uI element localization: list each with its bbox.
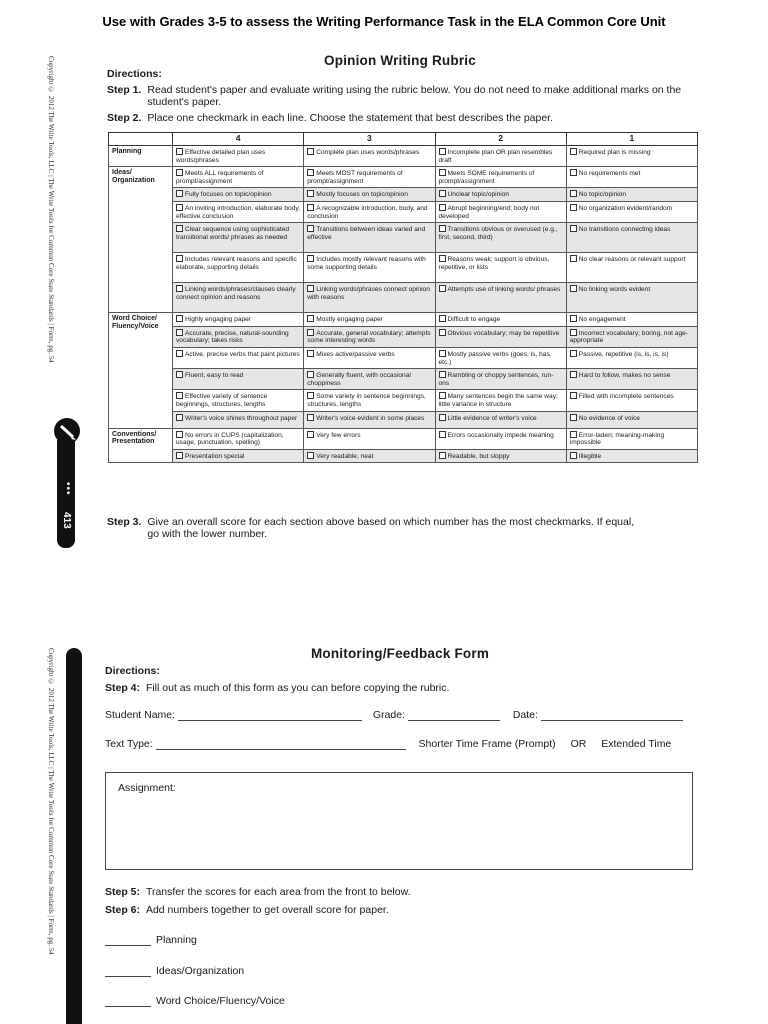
rubric-cell-text: A recognizable introduction, body, and conclusion (307, 204, 428, 220)
checkbox-icon[interactable] (307, 392, 314, 399)
checkbox-icon[interactable] (307, 255, 314, 262)
rubric-cell[interactable] (173, 428, 304, 449)
rubric-cell-text: Effective detailed plan uses words/phrases (176, 149, 266, 164)
grade-label: Grade: (372, 709, 405, 721)
rubric-cell-text: Transitions between ideas varied and effective (307, 226, 426, 241)
checkbox-icon[interactable] (176, 285, 183, 292)
rubric-cell[interactable] (304, 223, 435, 253)
option-shorter-time[interactable]: Shorter Time Frame (Prompt) (418, 738, 556, 750)
rubric-cell[interactable] (173, 253, 304, 283)
rubric-cell[interactable] (304, 390, 435, 411)
rubric-cell[interactable] (173, 283, 304, 313)
rubric-cell[interactable] (304, 347, 435, 368)
step3-text: Give an overall score for each section above based on which number has the most checkmarks. If equal, go with the lower number. (147, 516, 635, 540)
score-field-ideas[interactable] (105, 967, 151, 977)
rubric-cell-text: Some variety in sentence beginnings, structures, lengths (307, 393, 426, 408)
rubric-cell[interactable] (173, 167, 304, 188)
rubric-row (109, 411, 698, 428)
grade-field[interactable] (408, 710, 500, 721)
date-field[interactable] (541, 710, 683, 721)
rubric-cell[interactable] (173, 449, 304, 463)
form-directions-label: Directions: (105, 665, 160, 677)
rubric-cell[interactable] (566, 253, 697, 283)
score-label-word-choice: Word Choice/Fluency/Voice (156, 995, 285, 1007)
score-field-planning[interactable] (105, 936, 151, 946)
text-type-field[interactable] (156, 739, 406, 750)
rubric-cell-text: Clear sequence using sophisticated transitional words/ phrases as needed (176, 226, 290, 241)
rubric-cell[interactable] (304, 326, 435, 347)
checkbox-icon[interactable] (570, 414, 577, 421)
rubric-cell-text: Presentation special (185, 452, 245, 460)
rubric-cell[interactable] (435, 313, 566, 327)
page-number: 413 (61, 512, 72, 529)
checkbox-icon[interactable] (439, 414, 446, 421)
rubric-cell-text: Errors occasionally impede meaning (447, 431, 554, 439)
rubric-step1 (107, 84, 697, 108)
rubric-cell[interactable] (173, 369, 304, 390)
checkbox-icon[interactable] (570, 350, 577, 357)
rubric-cell-text: Includes mostly relevant reasons with some supporting details (307, 256, 426, 271)
rubric-cell-text: Difficult to engage (447, 316, 501, 324)
rubric-cell[interactable] (304, 449, 435, 463)
page-tab-2 (66, 648, 82, 1024)
checkbox-icon[interactable] (439, 431, 446, 438)
rubric-cell[interactable] (435, 390, 566, 411)
rubric-cell-text: Very few errors (316, 431, 361, 439)
rubric-cell-text: Linking words/phrases/clauses clearly connect opinion and reasons (176, 286, 296, 301)
score-label-planning: Planning (156, 934, 197, 946)
date-label: Date: (512, 709, 538, 721)
checkbox-icon[interactable] (176, 315, 183, 322)
rubric-cell[interactable] (566, 223, 697, 253)
rubric-cell-text: Fully focuses on topic/opinion (185, 191, 272, 199)
rubric-cell[interactable] (173, 146, 304, 167)
rubric-row (109, 369, 698, 390)
text-type-row (105, 738, 705, 750)
rubric-cell[interactable] (173, 201, 304, 222)
rubric-cell[interactable] (435, 347, 566, 368)
rubric-cell[interactable] (566, 347, 697, 368)
checkbox-icon[interactable] (307, 285, 314, 292)
step3-label: Step 3. (107, 516, 142, 528)
rubric-cell-text: Fluent, easy to read (185, 372, 244, 380)
checkbox-icon[interactable] (176, 225, 183, 232)
checkbox-icon[interactable] (176, 392, 183, 399)
checkbox-icon[interactable] (439, 190, 446, 197)
rubric-cell[interactable] (173, 390, 304, 411)
checkbox-icon[interactable] (570, 371, 577, 378)
rubric-row (109, 167, 698, 188)
rubric-cell[interactable] (566, 188, 697, 202)
pencil-icon (54, 418, 80, 444)
step6-label: Step 6: (105, 904, 141, 916)
rubric-cell-text: Very readable, neat (316, 452, 374, 460)
rubric-cell-text: No topic/opinion (578, 191, 627, 199)
checkbox-icon[interactable] (439, 204, 446, 211)
rubric-cell-text: Highly engaging paper (185, 316, 251, 324)
rubric-cell-text: Generally fluent, with occasional choppiness (307, 372, 411, 387)
rubric-row (109, 326, 698, 347)
header-score-2: 2 (435, 133, 566, 146)
checkbox-icon[interactable] (176, 431, 183, 438)
checkbox-icon[interactable] (176, 350, 183, 357)
rubric-cell-text: Mostly focuses on topic/opinion (316, 191, 408, 199)
rubric-cell-text: Readable, but sloppy (447, 452, 510, 460)
rubric-cell[interactable] (304, 369, 435, 390)
checkbox-icon[interactable] (439, 148, 446, 155)
checkbox-icon[interactable] (307, 204, 314, 211)
rubric-cell[interactable] (435, 326, 566, 347)
rubric-cell-text: Writer's voice evident in some places (316, 414, 425, 422)
checkbox-icon[interactable] (307, 225, 314, 232)
checkbox-icon[interactable] (176, 190, 183, 197)
rubric-cell[interactable] (173, 411, 304, 428)
rubric-cell-text: Meets ALL requirements of prompt/assignment (176, 170, 264, 185)
rubric-cell-text: Linking words/phrases connect opinion with reasons (307, 286, 430, 301)
checkbox-icon[interactable] (439, 329, 446, 336)
copyright-side-text-2: Copyright © 2012 The Write Tools, LLC | The Write Tools for Common Core State Standards | Form, pg. 54 (47, 648, 55, 955)
rubric-cell-text: Meets SOME requirements of prompt/assignment (438, 170, 535, 185)
rubric-directions-label: Directions: (107, 68, 162, 80)
checkbox-icon[interactable] (307, 371, 314, 378)
checkbox-icon[interactable] (176, 414, 183, 421)
rubric-cell-text: Incomplete plan OR plan resembles draft (438, 149, 553, 164)
rubric-row (109, 347, 698, 368)
text-type-label: Text Type: (105, 738, 153, 750)
step4-text: Fill out as much of this form as you can before copying the rubric. (145, 682, 450, 694)
rubric-category: Word Choice/ Fluency/Voice (109, 313, 173, 428)
checkbox-icon[interactable] (176, 371, 183, 378)
rubric-cell-text: Mostly passive verbs (goes, is, has, etc.) (438, 350, 552, 366)
rubric-cell[interactable] (566, 428, 697, 449)
rubric-cell-text: Active, precise verbs that paint pictures (185, 350, 300, 358)
checkbox-icon[interactable] (307, 148, 314, 155)
rubric-cell[interactable] (304, 188, 435, 202)
copyright-side-text: Copyright © 2012 The Write Tools, LLC | The Write Tools for Common Core State Standards | Form, pg. 54 (47, 56, 55, 363)
rubric-category: Conventions/ Presentation (109, 428, 173, 463)
option-or: OR (570, 738, 587, 750)
header-score-1: 1 (566, 133, 697, 146)
step1-label: Step 1. (107, 84, 142, 96)
rubric-cell-text: No transitions connecting ideas (578, 226, 671, 234)
rubric-cell[interactable] (435, 449, 566, 463)
rubric-row (109, 390, 698, 411)
checkbox-icon[interactable] (439, 452, 446, 459)
checkbox-icon[interactable] (307, 350, 314, 357)
step2-label: Step 2. (107, 112, 142, 124)
checkbox-icon[interactable] (307, 329, 314, 336)
rubric-cell-text: Abrupt beginning/end; body not developed (438, 204, 540, 220)
checkbox-icon[interactable] (307, 414, 314, 421)
rubric-cell-text: Filled with incomplete sentences (578, 393, 674, 401)
rubric-row (109, 283, 698, 313)
rubric-cell[interactable] (304, 313, 435, 327)
student-name-field[interactable] (178, 710, 362, 721)
rubric-cell[interactable] (566, 313, 697, 327)
rubric-cell-text: Mixes active/passive verbs (316, 350, 395, 358)
rubric-cell[interactable] (304, 253, 435, 283)
rubric-cell[interactable] (435, 223, 566, 253)
checkbox-icon[interactable] (439, 225, 446, 232)
rubric-cell[interactable] (566, 283, 697, 313)
rubric-cell[interactable] (304, 201, 435, 222)
rubric-step2 (107, 112, 697, 124)
rubric-category: Planning (109, 146, 173, 167)
step5-label: Step 5: (105, 886, 141, 898)
rubric-cell[interactable] (435, 188, 566, 202)
rubric-cell-text: No engagement (578, 316, 626, 324)
rubric-cell[interactable] (566, 146, 697, 167)
rubric-step3 (107, 516, 697, 540)
checkbox-icon[interactable] (307, 431, 314, 438)
rubric-header-row (109, 133, 698, 146)
rubric-cell-text: Attempts use of linking words/ phrases (447, 286, 561, 294)
score-row-planning (105, 934, 197, 946)
header-empty (109, 133, 173, 146)
rubric-cell-text: Required plan is missing (578, 149, 651, 156)
checkbox-icon[interactable] (439, 350, 446, 357)
rubric-cell-text: Writer's voice shines throughout paper (185, 414, 298, 422)
rubric-cell-text: Rambling or choppy sentences, run-ons (438, 372, 554, 387)
student-info-row (105, 709, 695, 721)
rubric-cell[interactable] (435, 201, 566, 222)
checkbox-icon[interactable] (307, 190, 314, 197)
rubric-cell[interactable] (304, 283, 435, 313)
rubric-cell-text: Obvious vocabulary; may be repetitive (447, 329, 560, 337)
rubric-cell[interactable] (566, 449, 697, 463)
rubric-cell[interactable] (173, 326, 304, 347)
rubric-row (109, 201, 698, 222)
option-extended-time[interactable]: Extended Time (601, 738, 672, 750)
score-row-word-choice (105, 995, 285, 1007)
score-label-ideas: Ideas/Organization (156, 965, 245, 977)
checkbox-icon[interactable] (570, 329, 577, 336)
checkbox-icon[interactable] (439, 315, 446, 322)
rubric-cell-text: Incorrect vocabulary; boring, not age-appropriate (569, 329, 688, 345)
rubric-cell[interactable] (173, 188, 304, 202)
checkbox-icon[interactable] (570, 285, 577, 292)
form-title: Monitoring/Feedback Form (310, 646, 490, 661)
checkbox-icon[interactable] (570, 452, 577, 459)
rubric-cell[interactable] (435, 146, 566, 167)
rubric-cell[interactable] (435, 283, 566, 313)
rubric-cell[interactable] (566, 369, 697, 390)
rubric-cell-text: Little evidence of writer's voice (447, 414, 537, 422)
rubric-category: Ideas/ Organization (109, 167, 173, 313)
checkbox-icon[interactable] (439, 392, 446, 399)
rubric-cell[interactable] (435, 369, 566, 390)
student-name-label: Student Name: (105, 709, 176, 721)
rubric-cell-text: Transitions obvious or overused (e.g., first, second, third) (438, 226, 558, 241)
rubric-row (109, 253, 698, 283)
rubric-row (109, 188, 698, 202)
rubric-cell[interactable] (173, 223, 304, 253)
form-step6 (105, 904, 389, 916)
rubric-cell-text: Complete plan uses words/phrases (316, 149, 420, 156)
rubric-cell-text: An inviting introduction, elaborate body, effective conclusion (176, 204, 300, 220)
rubric-cell-text: Error-laden; meaning-making impossible (569, 431, 665, 447)
rubric-cell-text: Many sentences begin the same way; little variance in structure (438, 393, 558, 408)
form-step4 (105, 682, 449, 694)
step5-text: Transfer the scores for each area from the front to below. (145, 886, 411, 898)
rubric-cell[interactable] (435, 253, 566, 283)
checkbox-icon[interactable] (176, 452, 183, 459)
step4-label: Step 4: (105, 682, 141, 694)
checkbox-icon[interactable] (439, 371, 446, 378)
rubric-cell[interactable] (304, 411, 435, 428)
score-row-ideas (105, 965, 244, 977)
rubric-row (109, 313, 698, 327)
page-dots: ••• (62, 482, 73, 496)
checkbox-icon[interactable] (570, 204, 577, 211)
checkbox-icon[interactable] (570, 190, 577, 197)
checkbox-icon[interactable] (570, 315, 577, 322)
rubric-cell-text: Effective variety of sentence beginnings, structures, lengths (176, 393, 268, 408)
rubric-row (109, 449, 698, 463)
assignment-box[interactable] (105, 772, 693, 870)
step6-text: Add numbers together to get overall score for paper. (145, 904, 389, 916)
rubric-cell[interactable] (566, 326, 697, 347)
checkbox-icon[interactable] (570, 431, 577, 438)
rubric-cell[interactable] (435, 428, 566, 449)
checkbox-icon[interactable] (307, 315, 314, 322)
rubric-cell-text: Illegible (578, 452, 602, 460)
rubric-cell[interactable] (566, 390, 697, 411)
rubric-row (109, 428, 698, 449)
rubric-cell-text: Mostly engaging paper (316, 316, 383, 324)
rubric-cell-text: Includes relevant reasons and specific elaborate, supporting details (176, 256, 297, 271)
rubric-cell-text: Meets MOST requirements of prompt/assignment (307, 170, 403, 185)
rubric-cell[interactable] (304, 146, 435, 167)
checkbox-icon[interactable] (176, 255, 183, 262)
rubric-cell-text: Unclear topic/opinion (447, 191, 510, 199)
rubric-cell-text: Accurate, general vocabulary; attempts some interesting words (307, 329, 431, 345)
rubric-cell[interactable] (304, 167, 435, 188)
rubric-cell[interactable] (566, 411, 697, 428)
rubric-cell[interactable] (304, 428, 435, 449)
form-step5 (105, 886, 411, 898)
rubric-cell[interactable] (566, 201, 697, 222)
checkbox-icon[interactable] (439, 255, 446, 262)
checkbox-icon[interactable] (176, 329, 183, 336)
rubric-table (108, 132, 698, 463)
document-header: Use with Grades 3-5 to assess the Writing Performance Task in the ELA Common Core Unit (102, 14, 666, 29)
rubric-title: Opinion Writing Rubric (324, 53, 476, 68)
step2-text: Place one checkmark in each line. Choose the statement that best describes the paper. (147, 112, 554, 124)
checkbox-icon[interactable] (439, 169, 446, 176)
header-score-4: 4 (173, 133, 304, 146)
rubric-cell-text: No errors in CUPS (capitalization, usage, punctuation, spelling) (176, 431, 284, 447)
rubric-cell[interactable] (435, 411, 566, 428)
checkbox-icon[interactable] (176, 169, 183, 176)
checkbox-icon[interactable] (439, 285, 446, 292)
assignment-label: Assignment: (118, 782, 176, 794)
checkbox-icon[interactable] (176, 148, 183, 155)
rubric-cell[interactable] (435, 167, 566, 188)
rubric-row (109, 146, 698, 167)
rubric-cell-text: No organization evident/random (578, 204, 673, 212)
rubric-cell-text: No linking words evident (578, 286, 651, 294)
rubric-cell-text: Reasons weak; support is obvious, repetitive, or lists (438, 256, 550, 271)
rubric-cell-text: No requirements met (578, 170, 641, 178)
rubric-cell-text: Passive, repetitive (is, is, is, is) (578, 350, 669, 358)
rubric-cell-text: No clear reasons or relevant support (578, 256, 686, 264)
score-field-word-choice[interactable] (105, 997, 151, 1007)
checkbox-icon[interactable] (570, 169, 577, 176)
checkbox-icon[interactable] (176, 204, 183, 211)
checkbox-icon[interactable] (307, 452, 314, 459)
rubric-cell-text: Hard to follow, makes no sense (578, 372, 671, 380)
step1-text: Read student's paper and evaluate writing using the rubric below. You do not need to make additional marks on the student's paper. (147, 84, 682, 108)
pencil-badge (54, 418, 80, 444)
header-score-3: 3 (304, 133, 435, 146)
rubric-cell[interactable] (173, 313, 304, 327)
checkbox-icon[interactable] (307, 169, 314, 176)
checkbox-icon[interactable] (570, 225, 577, 232)
rubric-cell-text: No evidence of voice (578, 414, 640, 422)
rubric-row (109, 223, 698, 253)
rubric-cell[interactable] (566, 167, 697, 188)
checkbox-icon[interactable] (570, 255, 577, 262)
rubric-cell[interactable] (173, 347, 304, 368)
checkbox-icon[interactable] (570, 392, 577, 399)
rubric-cell-text: Accurate, precise, natural-sounding vocabulary; takes risks (176, 329, 289, 345)
checkbox-icon[interactable] (570, 148, 577, 155)
